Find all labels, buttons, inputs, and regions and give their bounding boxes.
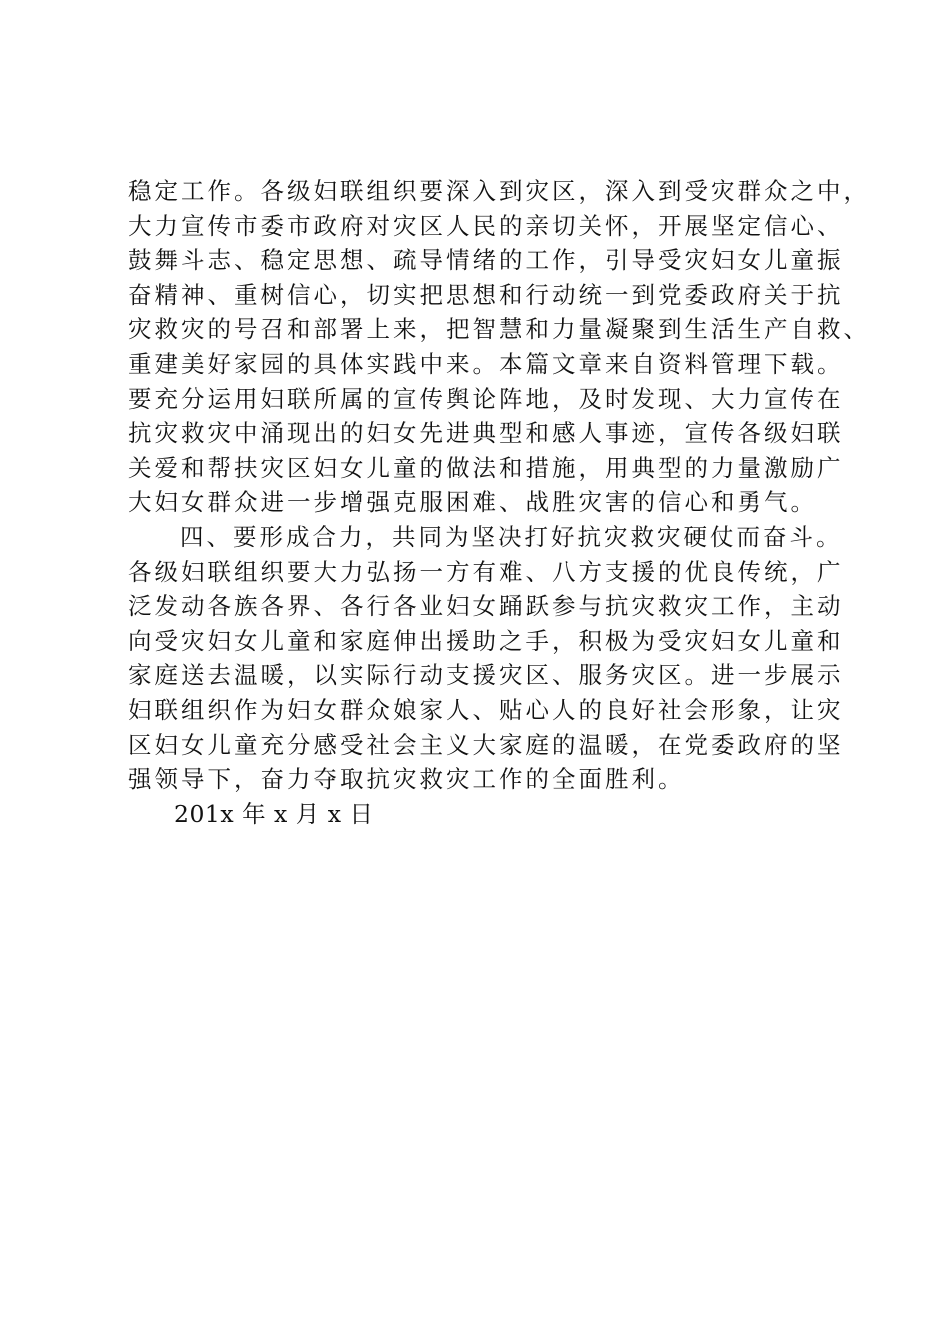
text-line: 向受灾妇女儿童和家庭伸出援助之手，积极为受灾妇女儿童和 (128, 626, 844, 655)
text-line: 关爱和帮扶灾区妇女儿童的做法和措施，用典型的力量激励广 (128, 453, 844, 482)
text-line: 抗灾救灾中涌现出的妇女先进典型和感人事迹，宣传各级妇联 (128, 419, 844, 448)
text-line: 灾救灾的号召和部署上来，把智慧和力量凝聚到生活生产自救、 (128, 315, 870, 344)
document-date: 201x 年 x 月 x 日 (174, 799, 374, 828)
document-body (128, 174, 870, 831)
text-line: 要充分运用妇联所属的宣传舆论阵地，及时发现、大力宣传在 (128, 384, 844, 413)
section-heading: 四、要形成合力，共同为坚决打好抗灾救灾硬仗而奋斗。 (180, 522, 843, 551)
text-line: 各级妇联组织要大力弘扬一方有难、八方支援的优良传统，广 (128, 557, 844, 586)
text-line: 强领导下，奋力夺取抗灾救灾工作的全面胜利。 (128, 765, 685, 794)
text-line: 大妇女群众进一步增强克服困难、战胜灾害的信心和勇气。 (128, 488, 817, 517)
text-line: 奋精神、重树信心，切实把思想和行动统一到党委政府关于抗 (128, 280, 844, 309)
text-line: 稳定工作。各级妇联组织要深入到灾区，深入到受灾群众之中， (128, 177, 870, 205)
text-line: 大力宣传市委市政府对灾区人民的亲切关怀，开展坚定信心、 (128, 211, 844, 240)
text-line: 鼓舞斗志、稳定思想、疏导情绪的工作，引导受灾妇女儿童振 (128, 246, 844, 275)
text-line: 区妇女儿童充分感受社会主义大家庭的温暖，在党委政府的坚 (128, 730, 844, 759)
text-line: 家庭送去温暖，以实际行动支援灾区、服务灾区。进一步展示 (128, 661, 844, 690)
text-line: 泛发动各族各界、各行各业妇女踊跃参与抗灾救灾工作，主动 (128, 592, 844, 621)
text-line: 妇联组织作为妇女群众娘家人、贴心人的良好社会形象，让灾 (128, 695, 844, 724)
text-line: 重建美好家园的具体实践中来。本篇文章来自资料管理下载。 (128, 349, 844, 378)
